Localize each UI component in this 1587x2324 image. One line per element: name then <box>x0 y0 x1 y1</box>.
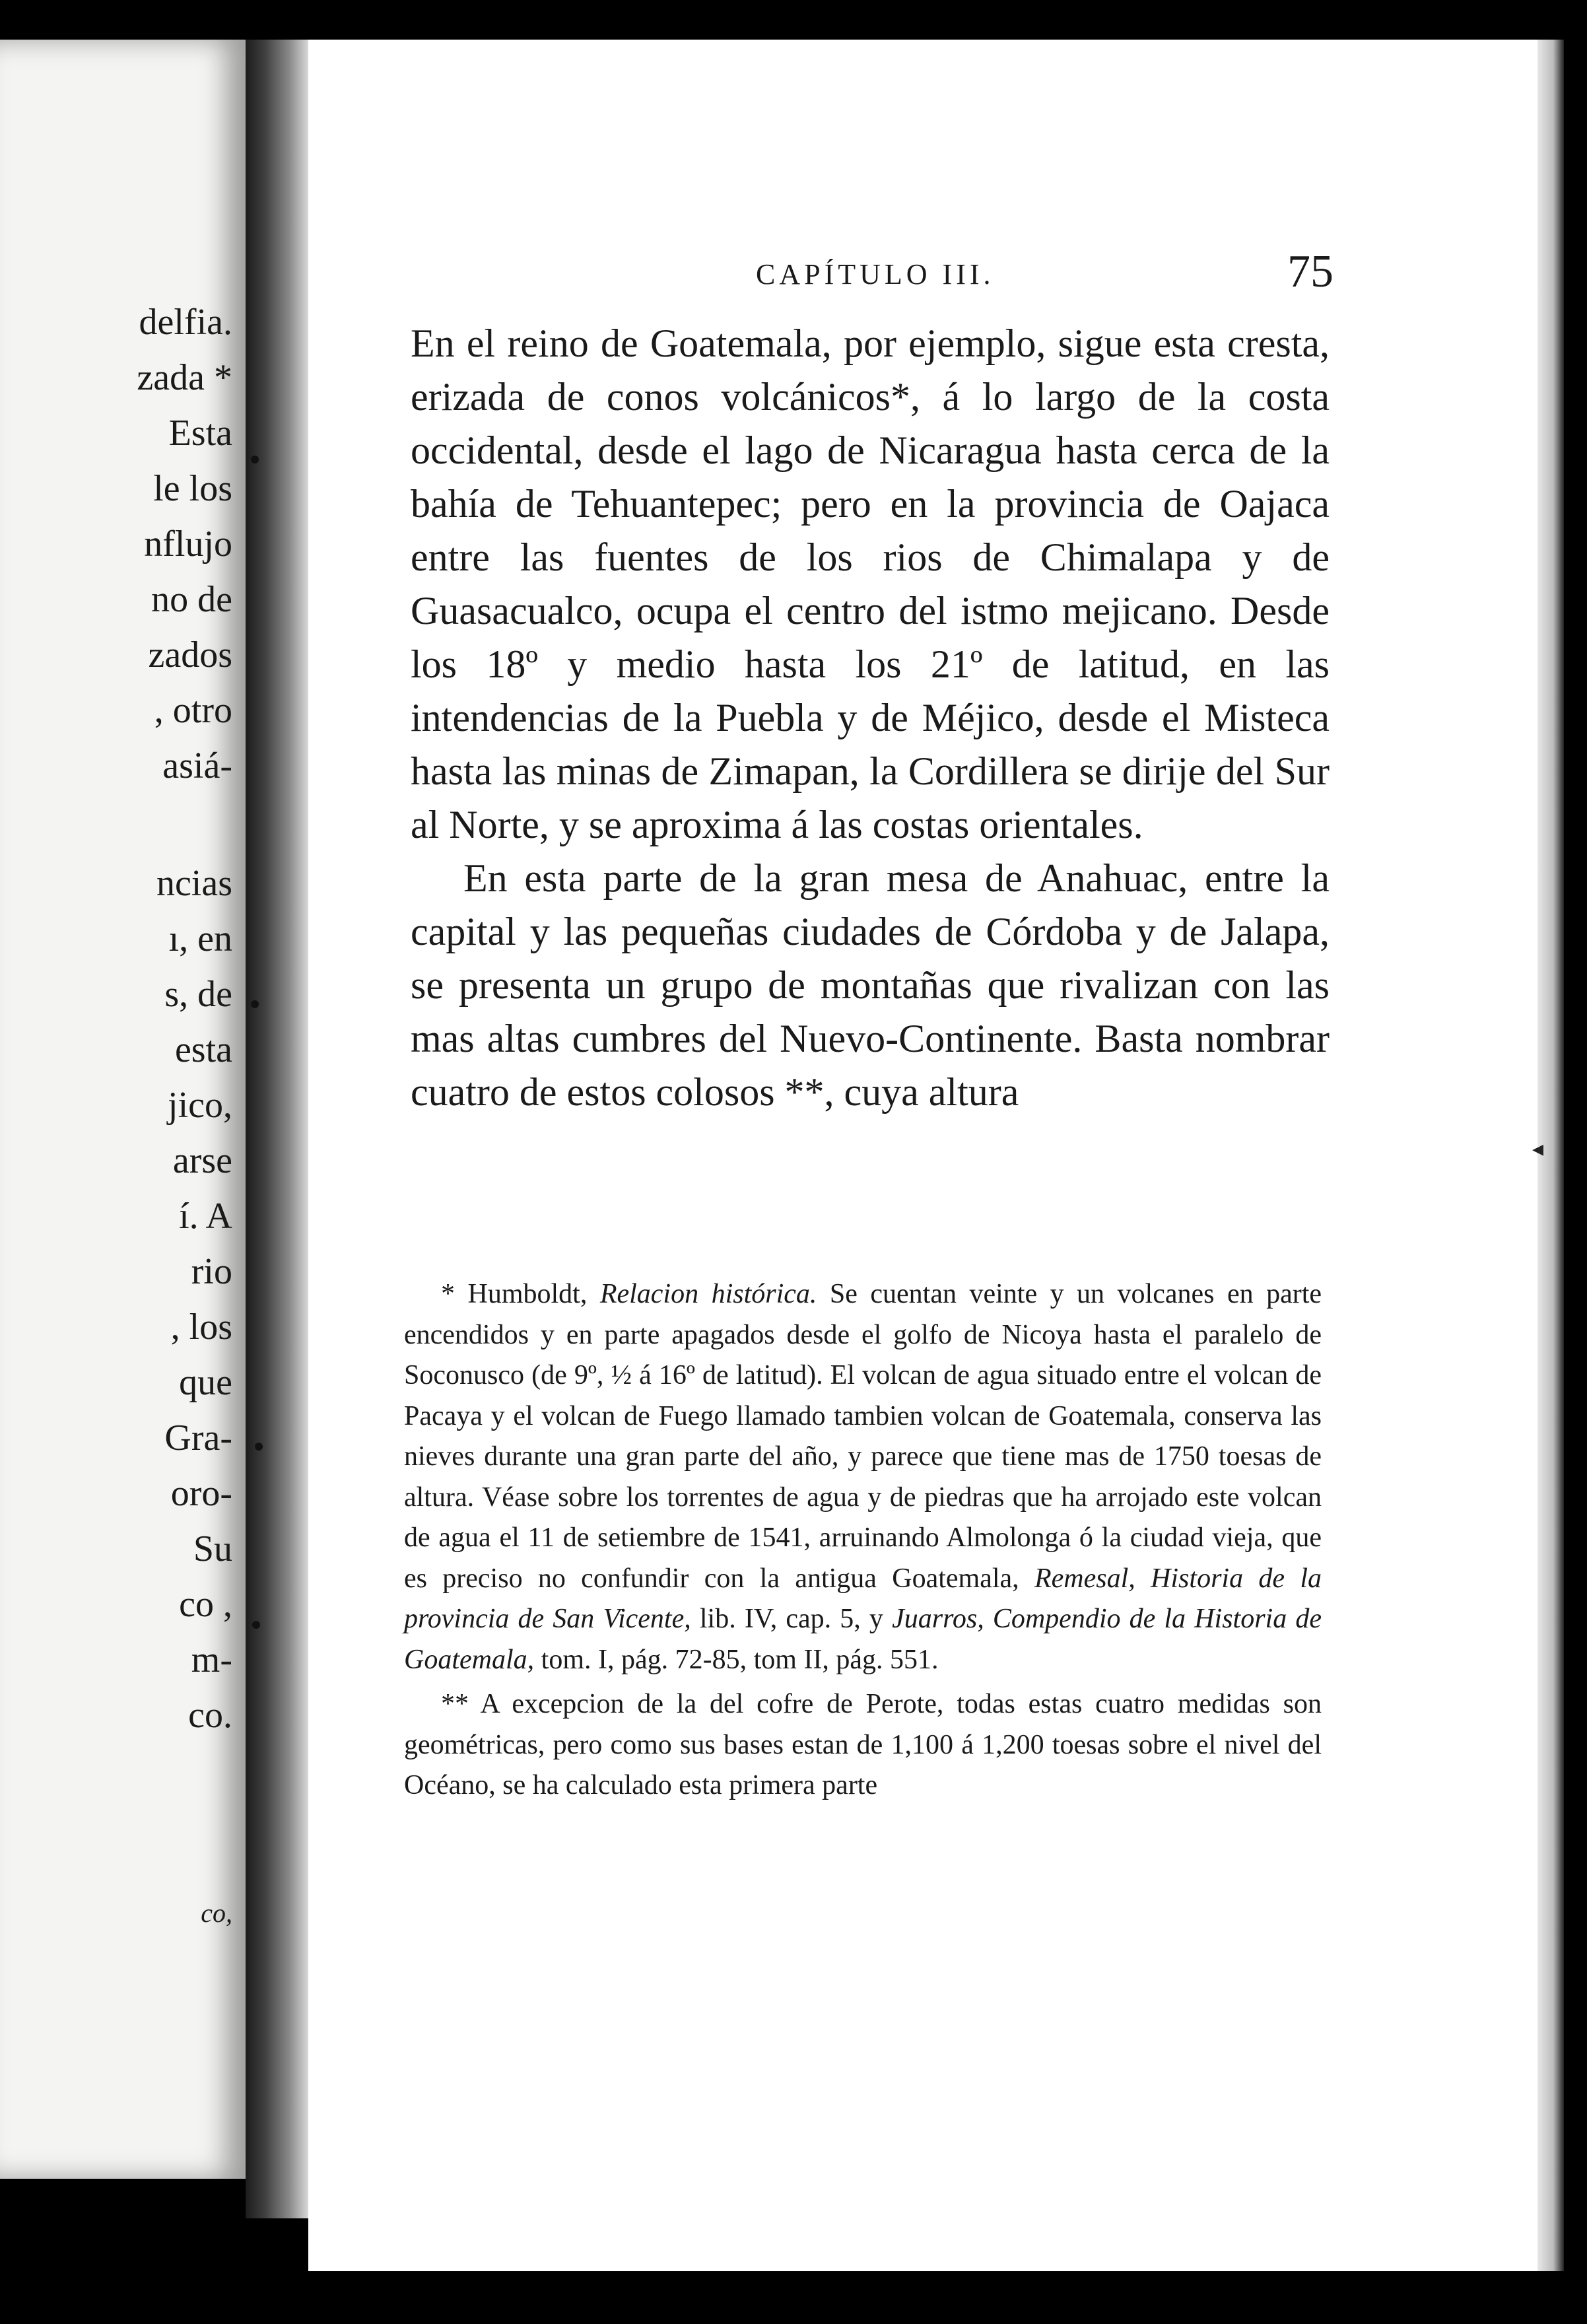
page-edge <box>1532 40 1564 2271</box>
left-fragment: , los <box>170 1307 232 1348</box>
left-fragment: co, <box>201 1898 232 1928</box>
left-fragment: oro- <box>170 1473 232 1514</box>
left-fragment: ı, en <box>168 918 232 959</box>
left-fragment: co. <box>188 1695 232 1736</box>
left-fragment: no de <box>151 579 232 620</box>
left-fragment: esta <box>174 1029 232 1070</box>
gutter-dot <box>252 1621 260 1629</box>
footnote-citation: Remesal, Historia de la provincia de San Vicente, <box>404 1563 1322 1634</box>
left-fragment: asiá- <box>162 745 232 786</box>
body-paragraph: En el reino de Goatemala, por ejemplo, sigue esta cresta, erizada de conos volcánicos*, á lo largo de la costa occidental, desde el lago de Nicaragua hasta cerca de la bahía de Tehuantepec; pero en la provincia de Oajaca entre las fuentes de los rios de Chimalapa y de Guasacualco, ocupa el centro del istmo mejicano. Desde los 18º y medio hasta los 21º de latitud, en las intendencias de la Puebla y de Méjico, desde el Misteca hasta las minas de Zimapan, la Cordillera se dirije del Sur al Norte, y se aproxima á las costas orientales. <box>411 322 1330 846</box>
gutter-dot <box>251 1000 259 1008</box>
body-paragraph: En esta parte de la gran mesa de Anahuac, entre la capital y las pequeñas ciudades de Córdoba y de Jalapa, se presenta un grupo de montañas que rivalizan con las mas altas cumbres del Nuevo-Continente. Basta nombrar cuatro de estos colosos **, cuya altura <box>411 856 1330 1114</box>
left-fragment: jico, <box>168 1085 232 1126</box>
footnote-text: lib. IV, cap. 5, y <box>691 1604 893 1634</box>
left-fragment: ncias <box>156 863 232 904</box>
left-fragment: zados <box>148 634 232 675</box>
running-head: CAPÍTULO III. <box>756 258 995 290</box>
left-fragment: Esta <box>168 413 232 454</box>
gutter-dot <box>251 456 259 463</box>
left-fragment: arse <box>172 1140 232 1181</box>
left-fragment: rio <box>191 1251 232 1292</box>
left-fragment: Gra- <box>164 1418 232 1458</box>
left-fragment: zada * <box>137 357 232 398</box>
footnote-2: ** A excepcion de la del cofre de Perote, todas estas cuatro medidas son geométricas, pero como sus bases estan de 1,100 á 1,200 toesas sobre el nivel del Océano, se ha calculado esta primera parte <box>404 1689 1322 1800</box>
left-fragment: í. A <box>179 1196 232 1237</box>
body-text <box>411 317 1330 1119</box>
left-fragment: nflujo <box>144 524 232 564</box>
footnote-citation: Juarros, Compendio de la Historia de Goatemala, <box>404 1604 1322 1675</box>
left-fragment: le los <box>153 468 232 509</box>
left-fragment: , otro <box>154 690 232 731</box>
left-fragment: s, de <box>164 974 232 1015</box>
page-number: 75 <box>1287 246 1334 297</box>
left-fragment: Su <box>193 1528 232 1569</box>
footnote-text: * Humboldt, <box>441 1279 600 1309</box>
left-fragment: co , <box>179 1584 232 1625</box>
gutter-dot <box>255 1443 263 1451</box>
left-fragment: m- <box>191 1639 232 1680</box>
footnote-1 <box>404 1274 1322 1680</box>
footnote-text: Se cuentan veinte y un volcanes en parte encendidos y en parte apagados desde el golfo de Nicoya hasta el paralelo de Soconusco (de 9º, ½ á 16º de latitud). El volcan de agua situado entre el volcan de Pacaya y el volcan de Fuego llamado tambien volcan de Goatemala, conserva las nieves durante una gran parte del año, y parece que tiene mas de 1750 toesas de altura. Véase sobre los torrentes de agua y de piedras que ha arrojado este volcan de agua el 11 de setiembre de 1541, arruinando Almolonga ó la ciudad vieja, que es preciso no confundir con la antigua Goatemala, <box>404 1279 1322 1594</box>
left-page <box>0 40 246 2179</box>
footnote-text: tom. I, pág. 72-85, tom II, pág. 551. <box>534 1644 939 1675</box>
left-fragment: delfia. <box>139 302 232 343</box>
left-fragment: que <box>179 1362 232 1403</box>
footnote-citation: Relacion histórica. <box>599 1279 817 1309</box>
book-gutter <box>246 40 308 2218</box>
edge-mark-icon: ◂ <box>1532 1137 1544 1161</box>
footnotes <box>404 1274 1322 1810</box>
